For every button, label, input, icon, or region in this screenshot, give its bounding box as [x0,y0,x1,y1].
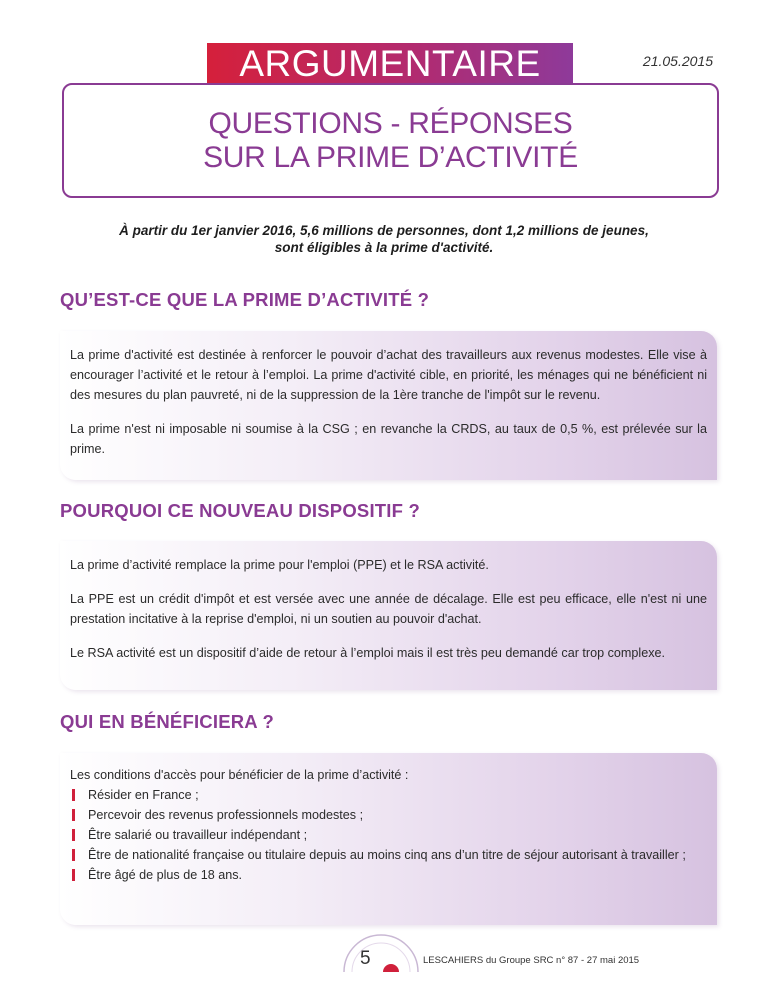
paragraph: La prime n'est ni imposable ni soumise à la CSG ; en revanche la CRDS, au taux de 0,5 %, est prélevée sur la prime. [70,422,707,456]
section-heading-why: POURQUOI CE NOUVEAU DISPOSITIF ? [60,500,420,521]
section-panel-who [60,753,717,925]
list-item: Être âgé de plus de 18 ans. [70,865,707,885]
section-heading-what-is: QU’EST-CE QUE LA PRIME D’ACTIVITÉ ? [60,289,430,310]
page-number-dial-icon [340,932,422,972]
intro-line-2: sont éligibles à la prime d'activité. [274,240,494,255]
conditions-list [70,785,707,885]
document-banner: ARGUMENTAIRE [207,43,573,83]
section-panel-what-is [60,331,717,480]
list-item: Percevoir des revenus professionnels modestes ; [70,805,707,825]
intro-line-1: À partir du 1er janvier 2016, 5,6 millions de personnes, dont 1,2 millions de jeunes, [119,223,649,238]
title-box [62,83,719,198]
paragraph: La PPE est un crédit d'impôt et est versée avec une année de décalage. Elle est peu efficace, elle n'est ni une prestation incitative à la reprise d'emploi, ni un soutien au pouvoir d'achat. [70,592,707,626]
list-item: Être de nationalité française ou titulaire depuis au moins cinq ans d’un titre de séjour autorisant à travailler ; [70,845,707,865]
list-item: Résider en France ; [70,785,707,805]
publication-footer: LESCAHIERS du Groupe SRC n° 87 - 27 mai 2015 [423,955,640,966]
page-number: 5 [360,948,371,969]
list-item: Être salarié ou travailleur indépendant ; [70,825,707,845]
list-lead: Les conditions d'accès pour bénéficier de la prime d’activité : [70,768,409,782]
paragraph: La prime d’activité remplace la prime pour l'emploi (PPE) et le RSA activité. [70,558,489,572]
intro-text [60,222,708,256]
section-heading-who: QUI EN BÉNÉFICIERA ? [60,711,275,732]
paragraph: Le RSA activité est un dispositif d’aide de retour à l’emploi mais il est très peu demandé car trop complexe. [70,646,666,660]
document-date: 21.05.2015 [642,53,713,69]
page-title-line-1: QUESTIONS - RÉPONSES [208,106,573,140]
section-panel-why [60,541,717,690]
page-title-line-2: SUR LA PRIME D’ACTIVITÉ [203,140,578,174]
paragraph: La prime d'activité est destinée à renforcer le pouvoir d’achat des travailleurs aux revenus modestes. Elle vise à encourager l’activité et le retour à l’emploi. La prime d'activité cible, en priorité, les ménages qui ne bénéficient ni des mesures du plan pauvreté, ni de la suppression de la 1ère tranche de l'impôt sur le revenu. [70,348,707,402]
